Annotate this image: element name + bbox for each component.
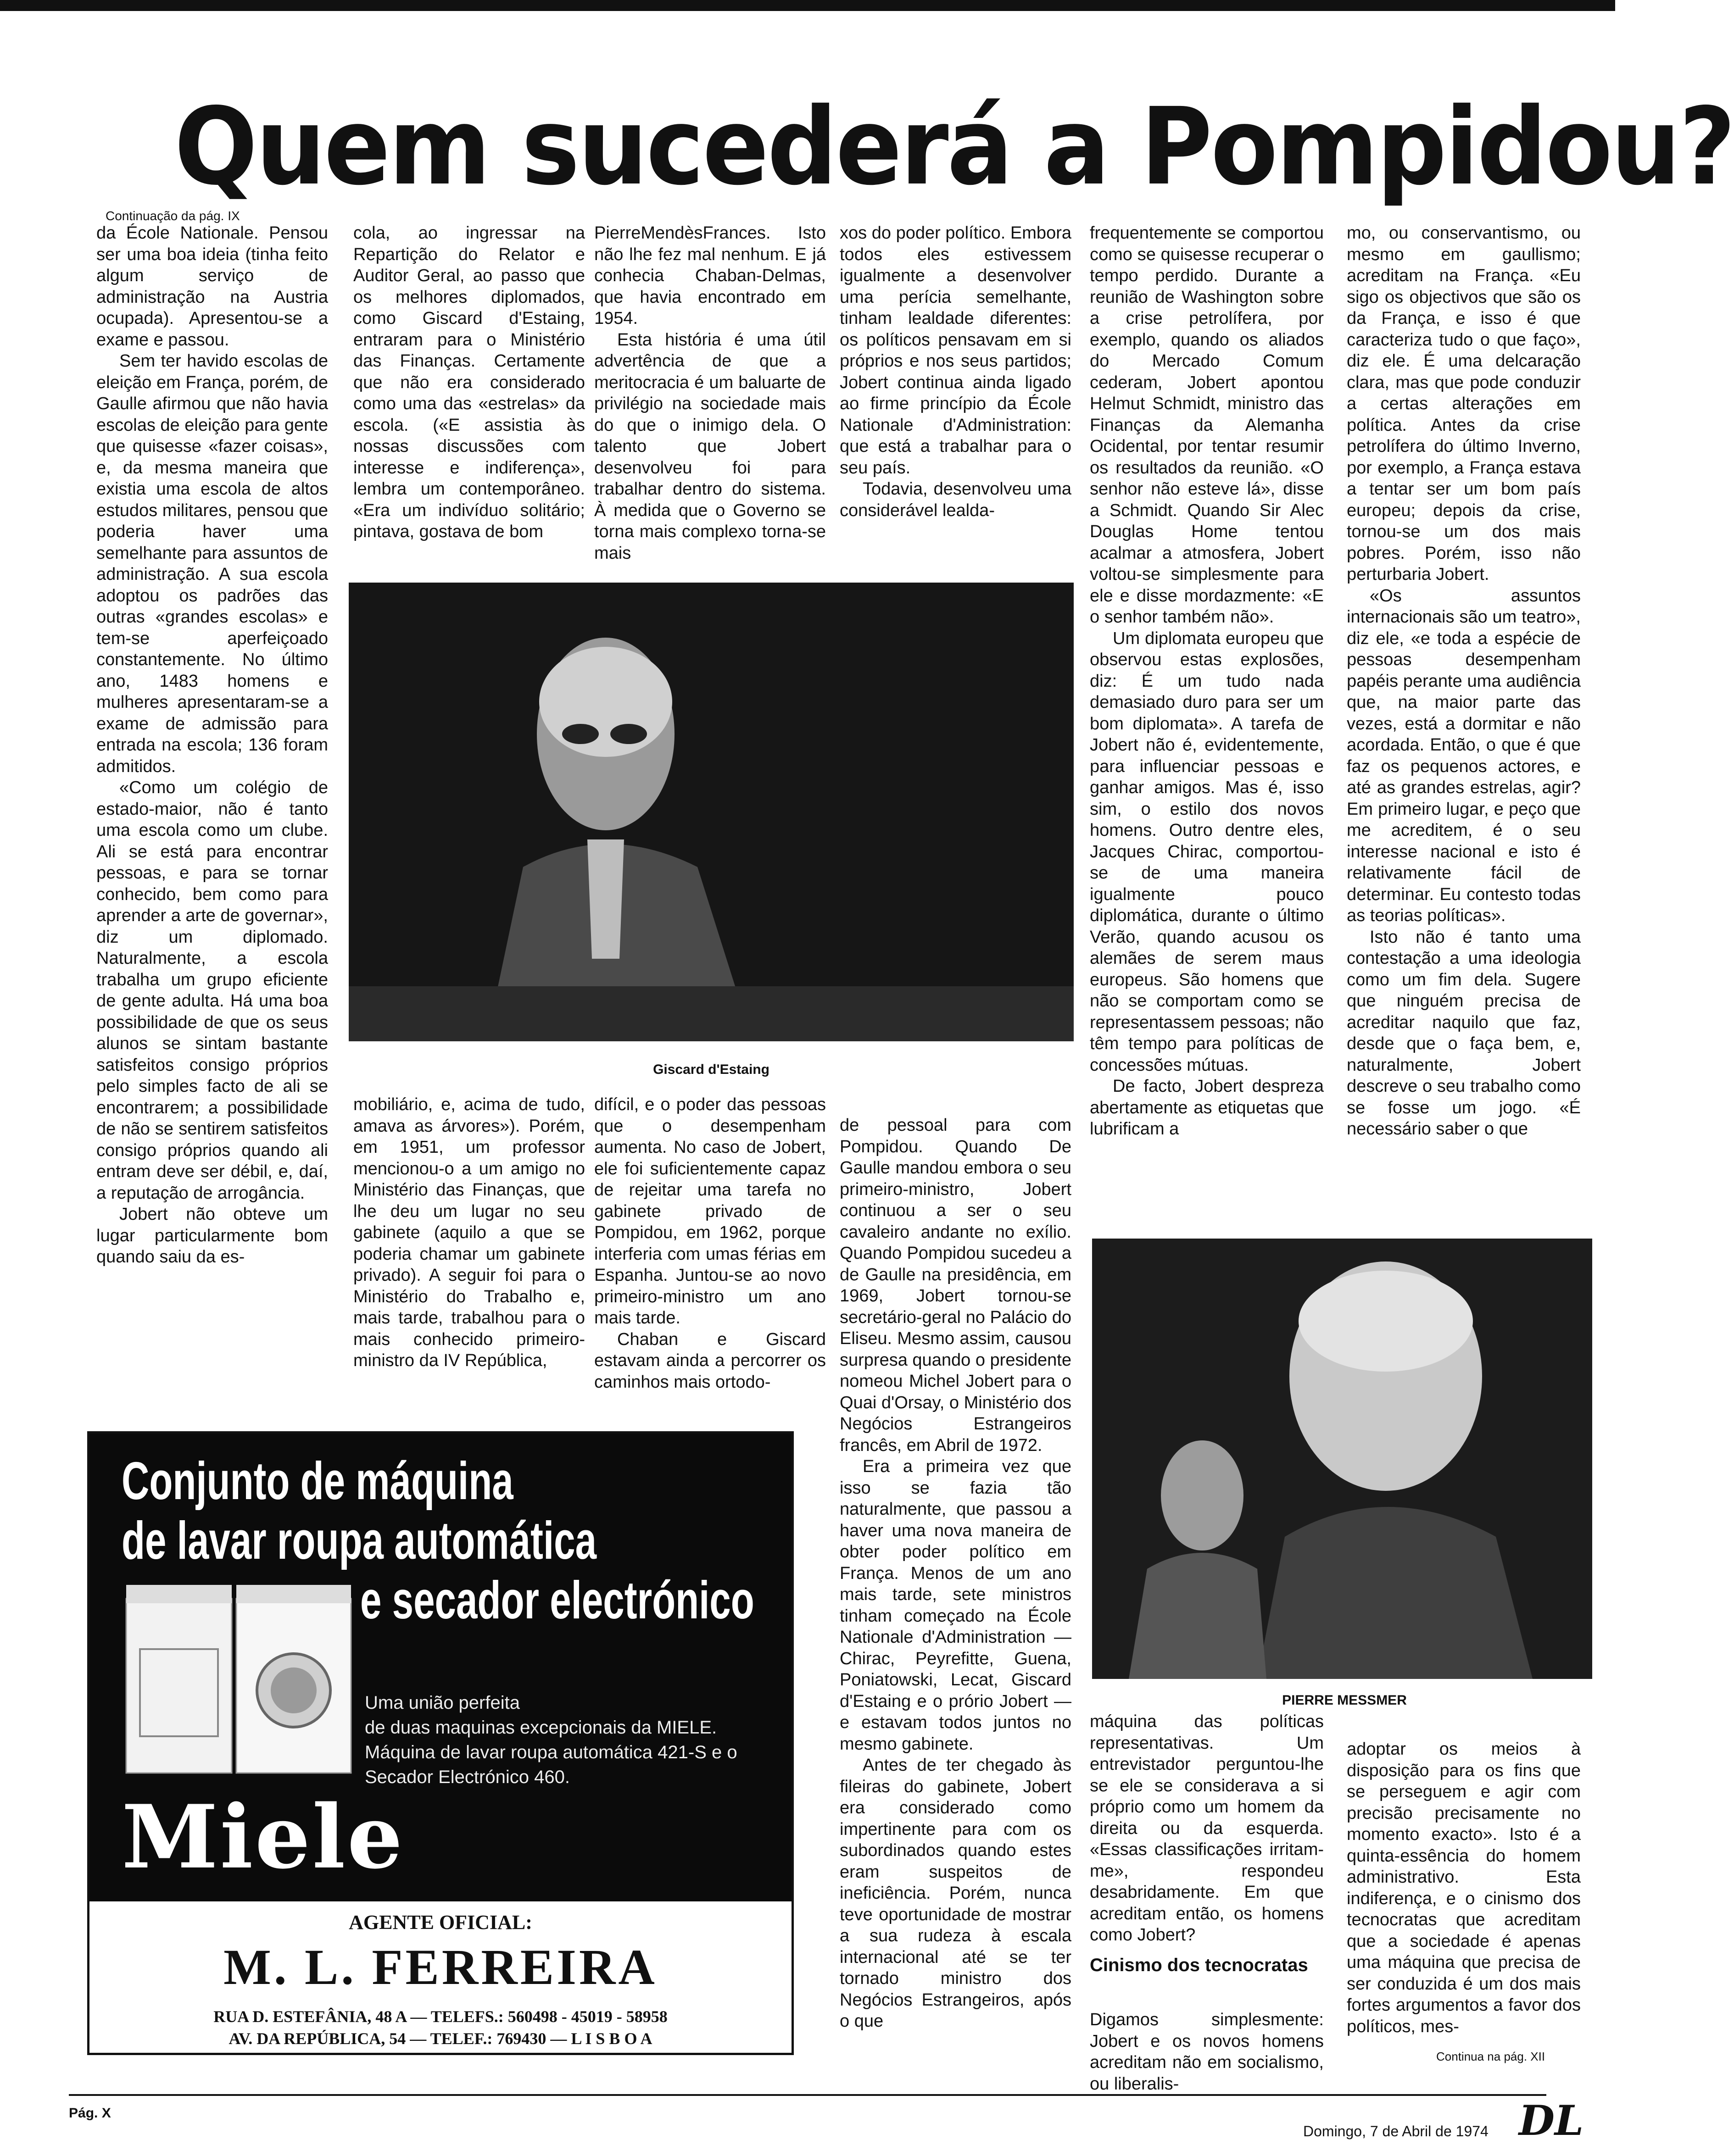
paragraph: Isto não é tanto uma contestação a uma ideologia como um fim dela. Sugere que ninguém precisa de acreditar naquilo que faz, desde que o faça bem, e, naturalmente, Jobert descreve o seu trabalho como se fosse um jogo. «É necessário saber o que xyxy=(1347,927,1581,1139)
ad-headline-2: de lavar roupa automática xyxy=(122,1511,597,1570)
paragraph: frequentemente se comportou como se quisesse recuperar o tempo perdido. Durante a reunião de Washington sobre a crise petrolífera, por exemplo, quando os aliados do Mercado Comum cederam, Jobert apontou Helmut Schmidt, ministro das Finanças da Alemanha Ocidental, por tentar resumir os resultados da reunião. «O senhor não esteve lá», disse a Schmidt. Quando Sir Alec Douglas Home tentou acalmar a atmosfera, Jobert voltou-se simplesmente para ele e disse mordazmente: «E o senhor também não». xyxy=(1090,223,1324,627)
column-4-top xyxy=(840,222,1071,562)
ad-agent-label: AGENTE OFICIAL: xyxy=(349,1911,532,1934)
paragraph: Esta história é uma útil advertência de que a meritocracia é um baluarte de privilégio na sociedade mais do que o inimigo dela. O talento que Jobert desenvolveu foi para trabalhar dentro do sistema. À medida que o Governo se torna mais complexo torna-se mais xyxy=(594,330,826,563)
paragraph: Um diplomata europeu que observou estas explosões, diz: É um tudo nada demasiado duro para ser um bom diplomata». A tarefa de Jobert não é, evidentemente, para influenciar pessoas e ganhar amigos. Mas é, isso sim, o estilo dos novos homens. Outro dentre eles, Jacques Chirac, comportou-se de uma maneira igualmente pouco diplomática, durante o último Verão, quando acusou os alemães de serem maus europeus. São homens que não se comportam como se representassem pessoas; não têm tempo para políticas de concessões mútuas. xyxy=(1090,628,1324,1075)
subhead: Cinismo dos tecnocratas xyxy=(1090,1955,1308,1975)
ad-address-1: RUA D. ESTEFÂNIA, 48 A — TELEFS.: 560498 - 45019 - 58958 xyxy=(213,2007,668,2026)
paragraph: da École Nationale. Pensou ser uma boa ideia (tinha feito algum serviço de administração na Austria ocupada). Apresentou-se a exame e passou. xyxy=(96,223,328,350)
ad-sub-1: Uma união perfeita xyxy=(365,1693,520,1713)
column-6-bottom xyxy=(1347,1739,1581,2046)
paragraph: Era a primeira vez que isso se fazia tão naturalmente, que passou a haver uma nova maneira de obter poder político em França. Menos de um ano mais tarde, sete ministros tinham começado na École Nationale d'Administration — Chirac, Peyrefitte, Guena, Poniatowski, Lecat, Giscard d'Estaing e o prório Jobert — e estavam todos juntos no mesmo gabinete. xyxy=(840,1457,1071,1754)
washer-dryer-illustration xyxy=(122,1580,356,1778)
paragraph: de pessoal para com Pompidou. Quando De Gaulle mandou embora o seu primeiro-ministro, Jobert continuou a ser o seu cavaleiro andante no exílio. Quando Pompidou sucedeu a de Gaulle na presidência, em 1969, Jobert tornou-se secretário-geral no Palácio do Eliseu. Mesmo assim, causou surpresa quando o presidente nomeou Michel Jobert para o Quai d'Orsay, o Ministério dos Negócios Estrangeiros francês, em Abril de 1972. xyxy=(840,1116,1071,1455)
paragraph: PierreMendèsFrances. Isto não lhe fez mal nenhum. E já conhecia Chaban-Delmas, que havia encontrado em 1954. xyxy=(594,223,826,328)
ad-address-2: AV. DA REPÚBLICA, 54 — TELEF.: 769430 — L I S B O A xyxy=(229,2029,652,2048)
giscard-photo xyxy=(349,583,1074,1041)
miele-advertisement xyxy=(87,1431,794,2055)
giscard-portrait-illustration xyxy=(349,583,1074,1041)
paragraph: máquina das políticas representativas. Um entrevistador perguntou-lhe se ele se considerava a si próprio como um homem da direita ou da esquerda. «Essas classificações irritam-me», respondeu desabridamente. Em que acreditam então, os homens como Jobert? xyxy=(1090,1712,1324,1945)
paragraph: Sem ter havido escolas de eleição em França, porém, de Gaulle afirmou que não havia escolas de eleição para gente que quisesse «fazer coisas», e, da mesma maneira que existia uma escola de altos estudos militares, pensou que poderia haver uma semelhante para assuntos de administração. A sua escola adoptou os padrões das outras «grandes escolas» e tem-se aperfeiçoado constantemente. No último ano, 1483 homens e mulheres apresentaram-se a exame de admissão para entrada na escola; 136 foram admitidos. xyxy=(96,351,328,776)
paragraph: Todavia, desenvolveu uma considerável lealda- xyxy=(840,479,1071,520)
column-5-bottom xyxy=(1090,1711,1324,1945)
continued-to: Continua na pág. XII xyxy=(1436,2050,1545,2063)
continued-from: Continuação da pág. IX xyxy=(106,209,240,223)
ad-headline-1: Conjunto de máquina xyxy=(122,1451,513,1511)
ad-sub-2: de duas maquinas excepcionais da MIELE. xyxy=(365,1717,717,1738)
paragraph: Jobert não obteve um lugar particularmente bom quando saiu da es- xyxy=(96,1205,328,1267)
paragraph: Digamos simplesmente: Jobert e os novos homens acreditam não em socialismo, ou liberalis- xyxy=(1090,2010,1324,2094)
paragraph: Chaban e Giscard estavam ainda a percorrer os caminhos mais ortodo- xyxy=(594,1329,826,1392)
page-number: Pág. X xyxy=(69,2106,111,2121)
paragraph: «Como um colégio de estado-maior, não é tanto uma escola como um clube. Ali se está para encontrar pessoas, e para se tornar conhecido, bem como para aprender a arte de governar», diz um diplomado. Naturalmente, a escola trabalha um grupo eficiente de gente adulta. Há uma boa possibilidade de que os seus alunos se sintam bastante satisfeitos consigo próprios pelo simples facto de ali se encontrarem; a possibilidade de não se sentirem satisfeitos consigo próprios quando ali entram deve ser débil, e, daí, a reputação de arrogância. xyxy=(96,778,328,1203)
issue-date: Domingo, 7 de Abril de 1974 xyxy=(1303,2123,1489,2139)
messmer-caption: PIERRE MESSMER xyxy=(1282,1693,1407,1708)
ad-dark-panel xyxy=(89,1434,792,1901)
ad-headline-3: e secador electrónico xyxy=(360,1570,754,1630)
miele-logo: Miele xyxy=(122,1786,405,1888)
paragraph: Antes de ter chegado às fileiras do gabinete, Jobert era considerado como impertinente para com os subordinados quando estes eram suspeitos de ineficiência. Porém, nunca teve oportunidade de mostrar a sua rudeza à escala internacional até se ter tornado ministro dos Negócios Estrangeiros, após o que xyxy=(840,1756,1071,2031)
ad-agent-name: M. L. FERREIRA xyxy=(223,1939,658,1995)
giscard-caption: Giscard d'Estaing xyxy=(653,1062,769,1077)
paragraph: xos do poder político. Embora todos eles estivessem igualmente a desenvolver uma perícia semelhante, tinham lealdade diferentes: os políticos pensavam em si próprios e nos seus partidos; Jobert continua ainda ligado ao firme princípio da École Nationale d'Administration: que está a trabalhar para o seu país. xyxy=(840,223,1071,478)
column-1 xyxy=(96,222,328,1411)
paragraph: De facto, Jobert despreza abertamente as etiquetas que lubrificam a xyxy=(1090,1077,1324,1139)
paragraph: «Os assuntos internacionais são um teatro», diz ele, «e toda a espécie de pessoas desempenham papéis perante uma audiência que, na maior parte das vezes, está a dormitar e não acordada. Então, o que é que faz os pequenos actores, e até as grandes estrelas, agir? Em primeiro lugar, e peço que me acreditem, é o seu interesse nacional e isto é relativamente fácil de determinar. Eu contesto todas as teorias políticas». xyxy=(1347,586,1581,925)
top-border xyxy=(0,0,1615,11)
column-6 xyxy=(1347,222,1581,1222)
messmer-photo xyxy=(1092,1239,1592,1679)
ad-sub-3: Máquina de lavar roupa automática 421-S e o Secador Electrónico 460. xyxy=(365,1742,737,1787)
paragraph: adoptar os meios à disposição para os fins que se perseguem e agir com precisão precisamente no momento exacto». Isto é a quinta-essência do homem administrativo. Esta indiferença, e o cinismo dos tecnocratas que acreditam que a sociedade é apenas uma máquina que precisa de ser conduzida é um dos mais fortes argumentos a favor dos políticos, mes- xyxy=(1347,1739,1581,2036)
column-4-bottom xyxy=(840,1115,1071,2083)
column-5-end xyxy=(1090,2009,1324,2094)
column-3-top xyxy=(594,222,826,562)
footer-rule xyxy=(69,2094,1546,2096)
dl-logo: DL xyxy=(1519,2096,1584,2145)
paragraph: difícil, e o poder das pessoas que o desempenham aumenta. No caso de Jobert, ele foi suficientemente capaz de rejeitar uma tarefa no gabinete privado de Pompidou, em 1962, porque interferia com umas férias em Espanha. Juntou-se ao novo primeiro-ministro um ano mais tarde. xyxy=(594,1095,826,1328)
paragraph: cola, ao ingressar na Repartição do Relator e Auditor Geral, ao passo que os melhores diplomados, como Giscard d'Estaing, entraram para o Ministério das Finanças. Certamente que não era considerado como uma das «estrelas» da escola. («E assistia às nossas discussões com interesse e indiferença», lembra um contemporâneo. «Era um indivíduo solitário; pintava, gostava de bom xyxy=(353,223,585,541)
paragraph: mobiliário, e, acima de tudo, amava as árvores»). Porém, em 1951, um professor mencionou-o a um amigo no Ministério das Finanças, que lhe deu um lugar no seu gabinete (aquilo a que se poderia chamar um gabinete privado). A seguir foi para o Ministério do Trabalho e, mais tarde, trabalhou para o mais conhecido primeiro-ministro da IV República, xyxy=(353,1095,585,1370)
headline: Quem sucederá a Pompidou? xyxy=(174,85,1734,209)
column-2-bottom xyxy=(353,1094,585,1411)
paragraph: mo, ou conservantismo, ou mesmo em gaullismo; acreditam na França. «Eu sigo os objectivos que são os da França, e isso é que caracteriza tudo o que faço», diz ele. É uma delcaração clara, mas que pode conduzir a certas alterações em política. Antes da crise petrolífera do último Inverno, por exemplo, a França estava a tentar ser um bom país europeu; depois da crise, tornou-se um dos mais pobres. Porém, isso não perturbaria Jobert. xyxy=(1347,223,1581,584)
messmer-portrait-illustration xyxy=(1092,1239,1592,1679)
column-2-top xyxy=(353,222,585,562)
column-3-bottom xyxy=(594,1094,826,1411)
